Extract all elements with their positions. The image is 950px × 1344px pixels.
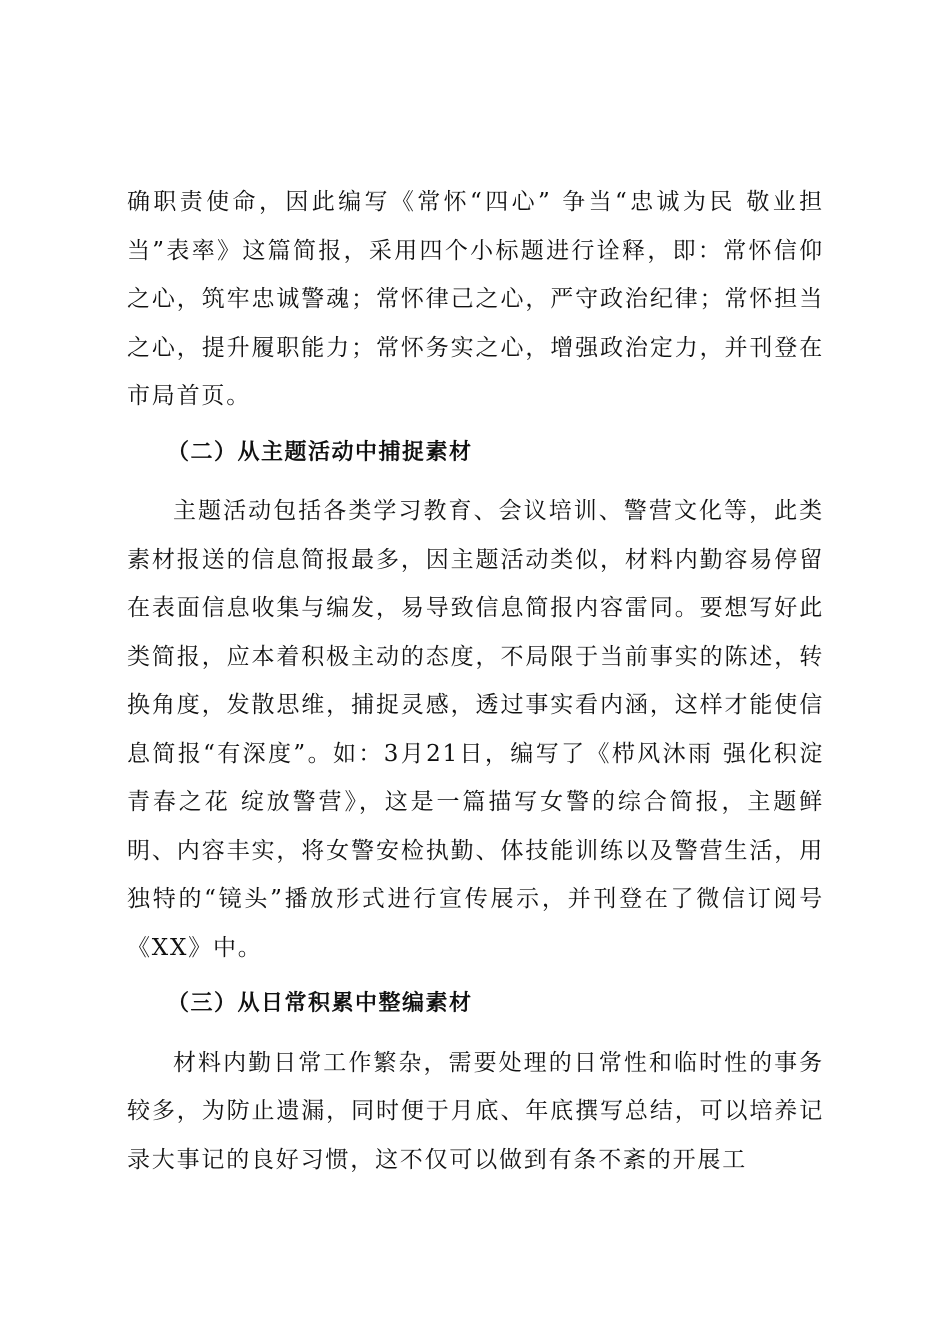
section-heading-2: （二）从主题活动中捕捉素材 [167,439,473,465]
body-paragraph-1: 确职责使命，因此编写《常怀“四心” 争当“忠诚为民 敬业担当”表率》这篇简报，采用四个小标题进行诠释，即：常怀信仰之心，筑牢忠诚警魂；常怀律己之心，严守政治纪律；常怀担当之心，提升履职能力；常怀务实之心，增强政治定力，并刊登在市局首页。 [127,189,824,409]
section-heading-3: （三）从日常积累中整编素材 [167,991,473,1016]
document-body [127,178,824,1184]
body-paragraph-2: 主题活动包括各类学习教育、会议培训、警营文化等，此类素材报送的信息简报最多，因主题活动类似，材料内勤容易停留在表面信息收集与编发，易导致信息简报内容雷同。要想写好此类简报，应本着积极主动的态度，不局限于当前事实的陈述，转换角度，发散思维，捕捉灵感，透过事实看内涵，这样才能使信息简报“有深度”。如：3月21日，编写了《栉风沐雨 强化积淀 青春之花 绽放警营》，这是一篇描写女警的综合简报，主题鲜明、内容丰实，将女警安检执勤、体技能训练以及警营生活，用独特的“镜头”播放形式进行宣传展示，并刊登在了微信订阅号《XX》中。 [127,498,824,961]
body-paragraph-3: 材料内勤日常工作繁杂，需要处理的日常性和临时性的事务较多，为防止遗漏，同时便于月底、年底撰写总结，可以培养记录大事记的良好习惯，这不仅可以做到有条不紊的开展工 [127,1049,824,1173]
